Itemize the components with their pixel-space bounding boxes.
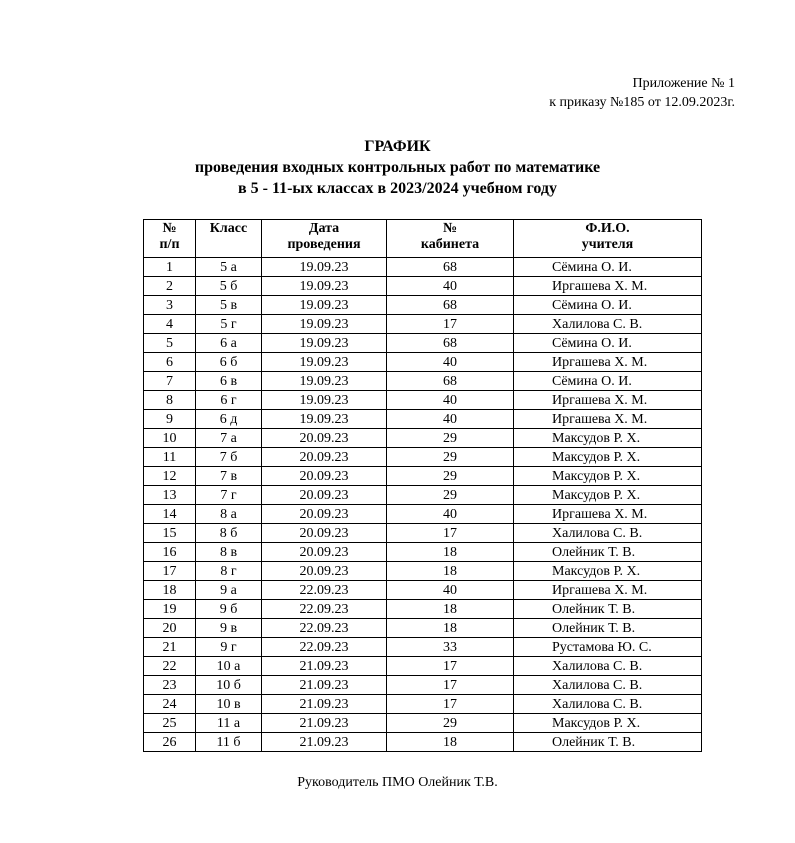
room-cell: 18 — [387, 562, 514, 581]
class-cell: 6 в — [196, 372, 262, 391]
teacher-cell: Максудов Р. Х. — [514, 714, 702, 733]
class-cell: 6 д — [196, 410, 262, 429]
appendix-line-2: к приказу №185 от 12.09.2023г. — [549, 95, 735, 110]
row-number-cell: 22 — [144, 657, 196, 676]
date-cell: 19.09.23 — [262, 296, 387, 315]
class-cell: 7 г — [196, 486, 262, 505]
teacher-cell: Рустамова Ю. С. — [514, 638, 702, 657]
date-cell: 20.09.23 — [262, 524, 387, 543]
schedule-table — [143, 219, 702, 752]
header-room: № кабинета — [387, 220, 514, 258]
room-cell: 29 — [387, 714, 514, 733]
teacher-cell: Халилова С. В. — [514, 695, 702, 714]
teacher-cell: Максудов Р. Х. — [514, 562, 702, 581]
date-cell: 20.09.23 — [262, 429, 387, 448]
row-number-cell: 15 — [144, 524, 196, 543]
row-number-cell: 24 — [144, 695, 196, 714]
appendix-line-1: Приложение № 1 — [632, 76, 735, 91]
table-row — [144, 486, 702, 505]
table-row — [144, 695, 702, 714]
class-cell: 9 г — [196, 638, 262, 657]
class-cell: 5 а — [196, 258, 262, 277]
appendix-note — [549, 74, 735, 112]
class-cell: 8 г — [196, 562, 262, 581]
date-cell: 22.09.23 — [262, 600, 387, 619]
room-cell: 68 — [387, 372, 514, 391]
row-number-cell: 14 — [144, 505, 196, 524]
class-cell: 6 г — [196, 391, 262, 410]
class-cell: 11 б — [196, 733, 262, 752]
teacher-cell: Олейник Т. В. — [514, 600, 702, 619]
date-cell: 19.09.23 — [262, 334, 387, 353]
room-cell: 40 — [387, 391, 514, 410]
row-number-cell: 18 — [144, 581, 196, 600]
room-cell: 17 — [387, 676, 514, 695]
room-cell: 29 — [387, 467, 514, 486]
row-number-cell: 21 — [144, 638, 196, 657]
date-cell: 20.09.23 — [262, 543, 387, 562]
room-cell: 18 — [387, 600, 514, 619]
class-cell: 9 в — [196, 619, 262, 638]
table-row — [144, 676, 702, 695]
table-row — [144, 429, 702, 448]
teacher-cell: Иргашева Х. М. — [514, 505, 702, 524]
teacher-cell: Иргашева Х. М. — [514, 353, 702, 372]
teacher-cell: Сёмина О. И. — [514, 334, 702, 353]
room-cell: 17 — [387, 315, 514, 334]
class-cell: 6 б — [196, 353, 262, 372]
teacher-cell: Иргашева Х. М. — [514, 277, 702, 296]
room-cell: 17 — [387, 695, 514, 714]
teacher-cell: Сёмина О. И. — [514, 258, 702, 277]
row-number-cell: 3 — [144, 296, 196, 315]
class-cell: 5 б — [196, 277, 262, 296]
table-row — [144, 258, 702, 277]
teacher-cell: Сёмина О. И. — [514, 296, 702, 315]
date-cell: 21.09.23 — [262, 657, 387, 676]
room-cell: 18 — [387, 733, 514, 752]
class-cell: 5 г — [196, 315, 262, 334]
date-cell: 21.09.23 — [262, 676, 387, 695]
row-number-cell: 9 — [144, 410, 196, 429]
header-class: Класс — [196, 220, 262, 258]
row-number-cell: 26 — [144, 733, 196, 752]
date-cell: 21.09.23 — [262, 695, 387, 714]
table-row — [144, 410, 702, 429]
table-row — [144, 334, 702, 353]
date-cell: 20.09.23 — [262, 486, 387, 505]
date-cell: 19.09.23 — [262, 353, 387, 372]
table-row — [144, 600, 702, 619]
class-cell: 9 б — [196, 600, 262, 619]
date-cell: 20.09.23 — [262, 562, 387, 581]
room-cell: 18 — [387, 619, 514, 638]
class-cell: 10 а — [196, 657, 262, 676]
room-cell: 29 — [387, 429, 514, 448]
row-number-cell: 5 — [144, 334, 196, 353]
room-cell: 40 — [387, 410, 514, 429]
date-cell: 22.09.23 — [262, 619, 387, 638]
teacher-cell: Максудов Р. Х. — [514, 429, 702, 448]
date-cell: 21.09.23 — [262, 733, 387, 752]
date-cell: 20.09.23 — [262, 505, 387, 524]
table-row — [144, 467, 702, 486]
table-row — [144, 448, 702, 467]
class-cell: 11 а — [196, 714, 262, 733]
teacher-cell: Максудов Р. Х. — [514, 448, 702, 467]
header-teacher: Ф.И.О. учителя — [514, 220, 702, 258]
date-cell: 19.09.23 — [262, 315, 387, 334]
document-title — [0, 136, 795, 199]
room-cell: 40 — [387, 353, 514, 372]
teacher-cell: Олейник Т. В. — [514, 733, 702, 752]
teacher-cell: Халилова С. В. — [514, 657, 702, 676]
table-row — [144, 505, 702, 524]
row-number-cell: 16 — [144, 543, 196, 562]
date-cell: 19.09.23 — [262, 277, 387, 296]
table-row — [144, 277, 702, 296]
room-cell: 29 — [387, 486, 514, 505]
room-cell: 17 — [387, 524, 514, 543]
table-row — [144, 296, 702, 315]
class-cell: 9 а — [196, 581, 262, 600]
row-number-cell: 13 — [144, 486, 196, 505]
row-number-cell: 6 — [144, 353, 196, 372]
room-cell: 40 — [387, 505, 514, 524]
room-cell: 40 — [387, 277, 514, 296]
teacher-cell: Сёмина О. И. — [514, 372, 702, 391]
row-number-cell: 8 — [144, 391, 196, 410]
row-number-cell: 10 — [144, 429, 196, 448]
class-cell: 7 в — [196, 467, 262, 486]
title-line-2: проведения входных контрольных работ по математике — [194, 159, 601, 176]
table-row — [144, 733, 702, 752]
class-cell: 10 б — [196, 676, 262, 695]
class-cell: 8 б — [196, 524, 262, 543]
teacher-cell: Олейник Т. В. — [514, 619, 702, 638]
row-number-cell: 12 — [144, 467, 196, 486]
row-number-cell: 17 — [144, 562, 196, 581]
title-line-1: ГРАФИК — [364, 138, 431, 155]
row-number-cell: 20 — [144, 619, 196, 638]
room-cell: 68 — [387, 258, 514, 277]
row-number-cell: 23 — [144, 676, 196, 695]
table-row — [144, 714, 702, 733]
class-cell: 7 а — [196, 429, 262, 448]
class-cell: 6 а — [196, 334, 262, 353]
table-row — [144, 543, 702, 562]
room-cell: 40 — [387, 581, 514, 600]
table-row — [144, 391, 702, 410]
table-row — [144, 638, 702, 657]
table-header-row — [144, 220, 702, 258]
room-cell: 68 — [387, 296, 514, 315]
header-number: № п/п — [144, 220, 196, 258]
room-cell: 33 — [387, 638, 514, 657]
row-number-cell: 1 — [144, 258, 196, 277]
row-number-cell: 25 — [144, 714, 196, 733]
date-cell: 22.09.23 — [262, 638, 387, 657]
class-cell: 5 в — [196, 296, 262, 315]
title-line-3: в 5 - 11-ых классах в 2023/2024 учебном году — [237, 180, 558, 197]
teacher-cell: Халилова С. В. — [514, 676, 702, 695]
signature-line: Руководитель ПМО Олейник Т.В. — [297, 775, 498, 790]
table-row — [144, 619, 702, 638]
table-row — [144, 524, 702, 543]
teacher-cell: Максудов Р. Х. — [514, 467, 702, 486]
teacher-cell: Иргашева Х. М. — [514, 391, 702, 410]
table-row — [144, 353, 702, 372]
teacher-cell: Максудов Р. Х. — [514, 486, 702, 505]
date-cell: 19.09.23 — [262, 258, 387, 277]
table-row — [144, 562, 702, 581]
teacher-cell: Халилова С. В. — [514, 315, 702, 334]
class-cell: 10 в — [196, 695, 262, 714]
class-cell: 8 в — [196, 543, 262, 562]
date-cell: 19.09.23 — [262, 391, 387, 410]
class-cell: 8 а — [196, 505, 262, 524]
table-row — [144, 657, 702, 676]
table-row — [144, 315, 702, 334]
date-cell: 21.09.23 — [262, 714, 387, 733]
room-cell: 18 — [387, 543, 514, 562]
row-number-cell: 7 — [144, 372, 196, 391]
date-cell: 22.09.23 — [262, 581, 387, 600]
teacher-cell: Иргашева Х. М. — [514, 410, 702, 429]
row-number-cell: 19 — [144, 600, 196, 619]
header-date: Дата проведения — [262, 220, 387, 258]
teacher-cell: Халилова С. В. — [514, 524, 702, 543]
table-body — [144, 258, 702, 752]
room-cell: 29 — [387, 448, 514, 467]
class-cell: 7 б — [196, 448, 262, 467]
teacher-cell: Иргашева Х. М. — [514, 581, 702, 600]
date-cell: 20.09.23 — [262, 467, 387, 486]
table-row — [144, 372, 702, 391]
date-cell: 19.09.23 — [262, 410, 387, 429]
row-number-cell: 2 — [144, 277, 196, 296]
date-cell: 20.09.23 — [262, 448, 387, 467]
row-number-cell: 4 — [144, 315, 196, 334]
date-cell: 19.09.23 — [262, 372, 387, 391]
room-cell: 17 — [387, 657, 514, 676]
teacher-cell: Олейник Т. В. — [514, 543, 702, 562]
row-number-cell: 11 — [144, 448, 196, 467]
room-cell: 68 — [387, 334, 514, 353]
table-row — [144, 581, 702, 600]
